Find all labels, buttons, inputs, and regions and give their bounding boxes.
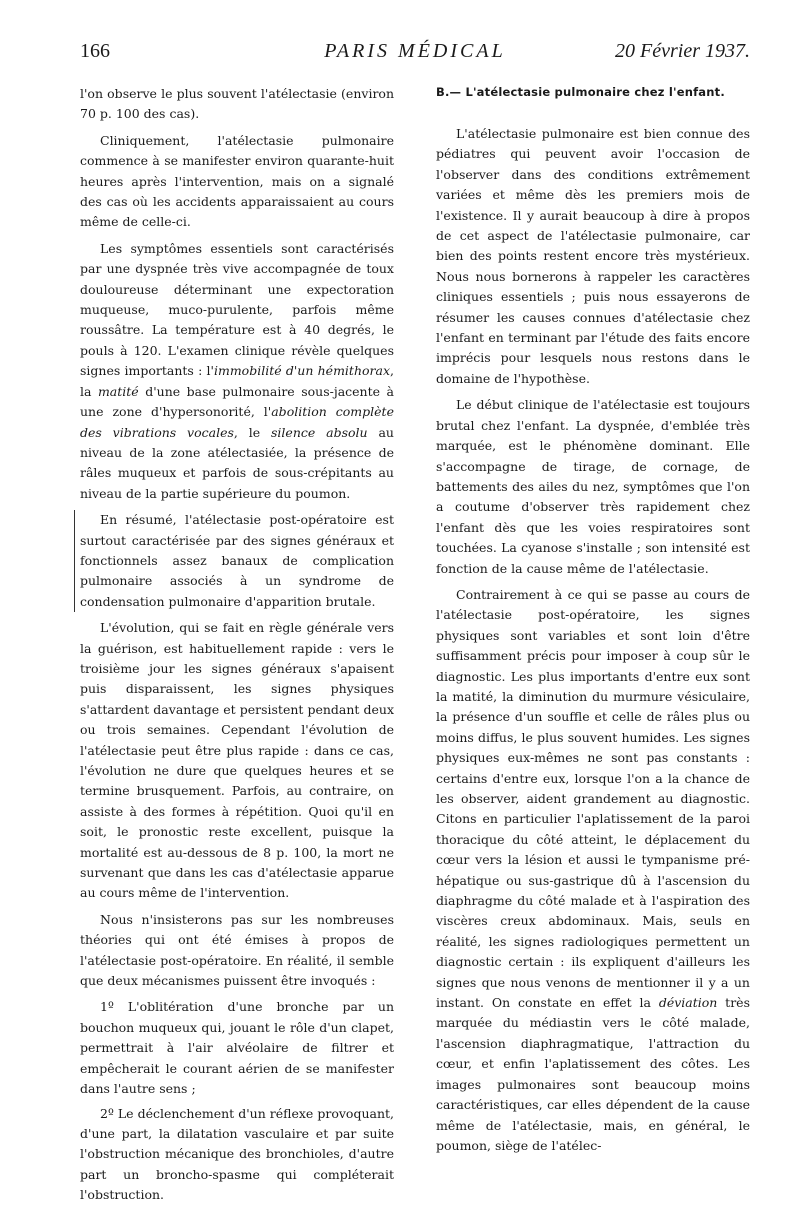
paragraph: Cliniquement, l'atélectasie pulmonaire commence à se manifester environ quarante-huit heures après l'intervention, mais on a signalé des cas où les accidents apparaissaient au cours même de celle-ci.: [80, 132, 394, 230]
marked-paragraph: En résumé, l'atélectasie post-opératoire est surtout caractérisée par des signes généraux et fonctionnels assez banaux de complication pulmonaire associés à un syndrome de condensation pulmonaire d'apparition brutale.: [74, 510, 394, 612]
paragraph: Les symptômes essentiels sont caractérisés par une dyspnée très vive accompagnée de toux douloureuse déterminant une expectoration muqueuse, muco-purulente, parfois même roussâtre. La température est à 40 degrés, le pouls à 120. L'examen clinique révèle quelques signes importants : l'immobilité d'un hémithorax, la matité d'une base pulmonaire sous-jacente à une zone d'hypersonorité, l'abolition complète des vibrations vocales, le silence absolu au niveau de la zone atélectasiée, la présence de râles muqueux et parfois de sous-crépitants au niveau de la partie supérieure du poumon.: [80, 240, 394, 501]
paragraph: 1º L'oblitération d'une bronche par un bouchon muqueux qui, jouant le rôle d'un clapet, permettrait à l'air alvéolaire de filtrer et empêcherait le courant aérien de se manifester dans l'autre sens ;: [80, 999, 394, 1097]
running-header: [80, 40, 750, 84]
paragraph: Le début clinique de l'atélectasie est toujours brutal chez l'enfant. La dyspnée, d'emblée très marquée, est le phénomène dominant. Elle s'accompagne de tirage, de cornage, de battements des ailes du nez, symptômes que l'on a coutume d'observer très rapidement chez l'enfant dès que les voies respiratoires sont touchées. La cyanose s'installe ; son intensité est fonction de la cause même de l'atélectasie.: [436, 397, 750, 576]
paragraph: Contrairement à ce qui se passe au cours de l'atélectasie post-opératoire, les signes physiques sont variables et sont loin d'être suffisamment précis pour imposer à coup sûr le diagnostic. Les plus importants d'entre eux sont la matité, la diminution du murmure vésiculaire, la présence d'un souffle et celle de râles plus ou moins diffus, le plus souvent humides. Les signes physiques eux-mêmes ne sont pas constants : certains d'entre eux, lorsque l'on a la chance de les observer, aident grandement au diagnostic. Citons en particulier l'aplatissement de la paroi thoracique du côté atteint, le déplacement du cœur vers la lésion et aussi le tympanisme pré-hépatique ou sus-gastrique dû à l'ascension du diaphragme du côté malade et à l'aspiration des viscères creux abdominaux. Mais, seuls en réalité, les signes radiologiques permettent un diagnostic certain : ils expliquent d'ailleurs les signes que nous venons de mentionner il y a un instant. On constate en effet la déviation très marquée du médiastin vers le côté malade, l'ascension diaphragmatique, l'attraction du cœur, et enfin l'aplatissement des côtes. Les images pulmonaires sont beaucoup moins caractéristiques, car elles dépendent de la cause même de l'atélectasie, mais, en général, le poumon, siège de l'atélec-: [436, 586, 750, 1153]
page-number: 166: [80, 40, 110, 62]
paragraph: Nous n'insisterons pas sur les nombreuses théories qui ont été émises à propos de l'atélectasie post-opératoire. En réalité, il semble que deux mécanismes puissent être invoqués :: [80, 911, 394, 989]
issue-date: 20 Février 1937.: [615, 40, 750, 62]
left-column: [80, 84, 394, 1212]
paragraph: 2º Le déclenchement d'un réflexe provoquant, d'une part, la dilatation vasculaire et par suite l'obstruction mécanique des bronchioles, d'autre part un broncho-spasme qui compléterait l'obstruction.: [80, 1105, 394, 1203]
paragraph: L'atélectasie pulmonaire est bien connue des pédiatres qui peuvent avoir l'occasion de l'observer dans des conditions extrêmement variées et même dès les premiers mois de l'existence. Il y aurait beaucoup à dire à propos de cet aspect de l'atélectasie pulmonaire, car bien des points restent encore très mystérieux. Nous nous bornerons à rappeler les caractères cliniques essentiels ; puis nous essayerons de résumer les causes connues d'atélectasie chez l'enfant en terminant par l'étude des faits encore imprécis pour lesquels nous restons dans le domaine de l'hypothèse.: [436, 126, 750, 386]
paragraph: l'on observe le plus souvent l'atélectasie (environ 70 p. 100 des cas).: [80, 86, 394, 122]
paragraph: L'évolution, qui se fait en règle générale vers la guérison, est habituellement rapide : vers le troisième jour les signes généraux s'apaisent puis disparaissent, les signes physiques s'attardent davantage et persistent pendant deux ou trois semaines. Cependant l'évolution de l'atélectasie peut être plus rapide : dans ce cas, l'évolution ne dure que quelques heures et se termine brusquement. Parfois, au contraire, on assiste à des formes à répétition. Quoi qu'il en soit, le pronostic reste excellent, puisque la mortalité est au-dessous de 8 p. 100, la mort ne survenant que dans les cas d'atélectasie apparue au cours même de l'intervention.: [80, 620, 394, 901]
right-column: [436, 84, 750, 1212]
section-heading: B.— L'atélectasie pulmonaire chez l'enfant.: [436, 85, 725, 99]
two-column-body: [80, 84, 750, 1212]
journal-title: PARIS MÉDICAL: [324, 40, 506, 62]
